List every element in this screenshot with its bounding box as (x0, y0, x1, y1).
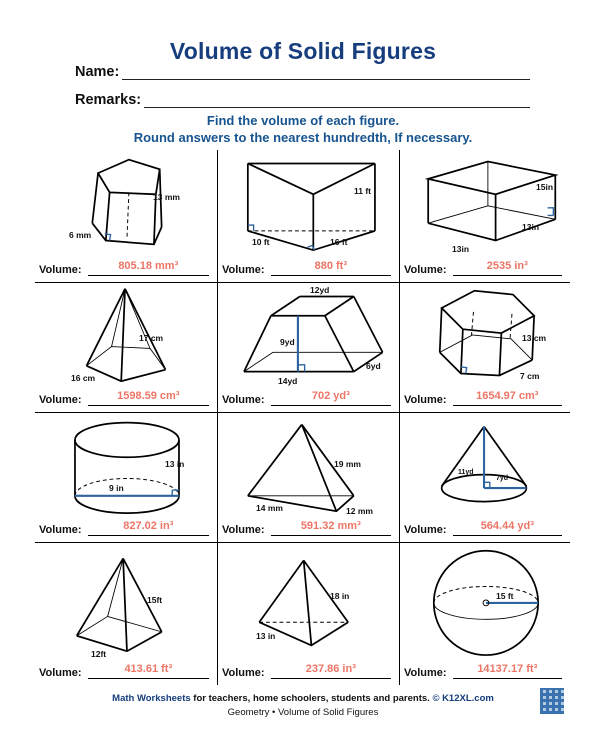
hexagonal-prism-lines (440, 291, 534, 376)
figure-triangular-pyramid (218, 413, 399, 517)
remarks-field (75, 92, 530, 108)
problem-cell-9 (400, 413, 570, 543)
footer-line1 (0, 692, 606, 706)
problem-cell-1 (35, 150, 218, 283)
footer-copyright: © K12XL.com (432, 693, 494, 704)
volume-answer: 2535 in³ (486, 260, 528, 272)
answer-line (453, 256, 562, 276)
figure-pentagonal-prism (35, 150, 217, 254)
volume-answer: 1654.97 cm³ (476, 390, 539, 402)
problems-grid (35, 150, 570, 685)
name-field (75, 64, 530, 80)
dimension-label: 13in (522, 222, 540, 232)
dimension-label: 17 cm (139, 333, 164, 343)
problem-cell-7 (35, 413, 218, 543)
triangular-pyramid-drawing (218, 543, 399, 657)
instructions-line2: Round answers to the nearest hundredth, If necessary. (133, 130, 473, 145)
volume-answer: 827.02 in³ (123, 520, 174, 532)
problem-cell-11 (218, 543, 400, 685)
figure-cone (400, 413, 570, 517)
remarks-label: Remarks: (75, 92, 142, 108)
volume-label: Volume: (222, 667, 265, 679)
volume-label: Volume: (39, 394, 82, 406)
figure-rectangular-prism (400, 150, 570, 254)
volume-answer: 805.18 mm³ (118, 260, 179, 272)
problem-cell-3 (400, 150, 570, 283)
dimension-label: 12yd (310, 285, 330, 295)
dimension-label: 16 cm (71, 373, 96, 383)
pentagonal-prism-lines (92, 160, 161, 245)
answer-line (88, 256, 209, 276)
answer-line (88, 386, 209, 406)
dimension-label: 15ft (147, 595, 163, 605)
figure-trapezoidal-prism (218, 283, 399, 387)
problem-cell-12 (400, 543, 570, 685)
dimension-label: 6yd (366, 361, 381, 371)
answer-line (271, 386, 391, 406)
volume-label: Volume: (222, 524, 265, 536)
page-title: Volume of Solid Figures (169, 38, 437, 64)
volume-answer: 564.44 yd³ (480, 520, 534, 532)
problem-cell-6 (400, 283, 570, 413)
trapezoidal-prism-lines (244, 296, 383, 371)
pentagonal-pyramid-drawing (35, 283, 217, 387)
pentagonal-prism-drawing (35, 150, 217, 254)
qr-code (540, 688, 564, 714)
problem-cell-4 (35, 283, 218, 413)
volume-label: Volume: (404, 667, 447, 679)
volume-label: Volume: (39, 667, 82, 679)
figure-square-pyramid (35, 543, 217, 657)
cylinder-drawing (35, 413, 217, 517)
dimension-label: 15in (536, 182, 554, 192)
dimension-label: 7 cm (520, 371, 540, 381)
volume-answer: 702 yd³ (311, 390, 350, 402)
dimension-label: 13 cm (522, 333, 547, 343)
volume-answer: 1598.59 cm³ (117, 390, 180, 402)
figure-triangular-prism (218, 150, 399, 254)
dimension-label: 9 in (109, 483, 124, 493)
answer-line (271, 516, 391, 536)
triangular-pyramid-drawing (218, 413, 399, 517)
footer (0, 692, 606, 720)
volume-answer: 880 ft³ (314, 260, 347, 272)
volume-label: Volume: (39, 524, 82, 536)
volume-label: Volume: (222, 394, 265, 406)
dimension-label: 12ft (91, 649, 107, 659)
cone-lines (442, 426, 527, 501)
footer-brand: Math Worksheets (112, 693, 191, 704)
dimension-label: 14yd (278, 376, 298, 386)
rectangular-prism-drawing (400, 150, 570, 254)
sphere-lines (434, 551, 538, 655)
volume-label: Volume: (404, 264, 447, 276)
dimension-label: 13 in (256, 631, 276, 641)
footer-line2: Geometry • Volume of Solid Figures (227, 706, 379, 718)
instructions-line1: Find the volume of each figure. (206, 113, 400, 128)
problem-cell-5 (218, 283, 400, 413)
footer-tagline: for teachers, home schoolers, students and parents. (190, 693, 433, 704)
name-label: Name: (75, 64, 120, 80)
dimension-label: 11yd (458, 469, 474, 476)
answer-line (453, 386, 562, 406)
volume-answer: 237.86 in³ (305, 663, 356, 675)
answer-line (453, 516, 562, 536)
dimension-label: 13 mm (153, 192, 180, 202)
volume-answer: 591.32 mm³ (300, 520, 361, 532)
volume-label: Volume: (404, 524, 447, 536)
name-blank-line (122, 64, 530, 80)
figure-cylinder (35, 413, 217, 517)
cone-drawing (400, 413, 570, 517)
figure-sphere (400, 543, 570, 657)
volume-label: Volume: (39, 264, 82, 276)
figure-pentagonal-pyramid (35, 283, 217, 387)
figure-hexagonal-prism (400, 283, 570, 387)
dimension-label: 13in (452, 244, 470, 254)
remarks-blank-line (144, 92, 530, 108)
dimension-label: 7yd (496, 475, 509, 482)
dimension-label: 16 ft (330, 237, 348, 247)
problem-cell-10 (35, 543, 218, 685)
dimension-label: 12 mm (346, 506, 373, 516)
answer-line (271, 659, 391, 679)
sphere-drawing (400, 543, 570, 657)
triangular-prism-drawing (218, 150, 399, 254)
dimension-label: 11 ft (354, 186, 372, 196)
dimension-label: 6 mm (69, 230, 92, 240)
dimension-label: 10 ft (252, 237, 270, 247)
volume-answer: 14137.17 ft³ (477, 663, 538, 675)
figure-triangular-pyramid (218, 543, 399, 657)
problem-cell-2 (218, 150, 400, 283)
trapezoidal-prism-drawing (218, 283, 399, 387)
volume-label: Volume: (404, 394, 447, 406)
dimension-label: 13 in (165, 459, 185, 469)
volume-label: Volume: (222, 264, 265, 276)
dimension-label: 18 in (330, 591, 350, 601)
problem-cell-8 (218, 413, 400, 543)
answer-line (88, 516, 209, 536)
square-pyramid-drawing (35, 543, 217, 657)
answer-line (453, 659, 562, 679)
answer-line (271, 256, 391, 276)
dimension-label: 19 mm (334, 459, 361, 469)
dimension-label: 9yd (280, 337, 295, 347)
dimension-label: 15 ft (496, 591, 514, 601)
dimension-label: 14 mm (256, 503, 283, 513)
volume-answer: 413.61 ft³ (124, 663, 173, 675)
answer-line (88, 659, 209, 679)
cylinder-lines (75, 423, 179, 514)
